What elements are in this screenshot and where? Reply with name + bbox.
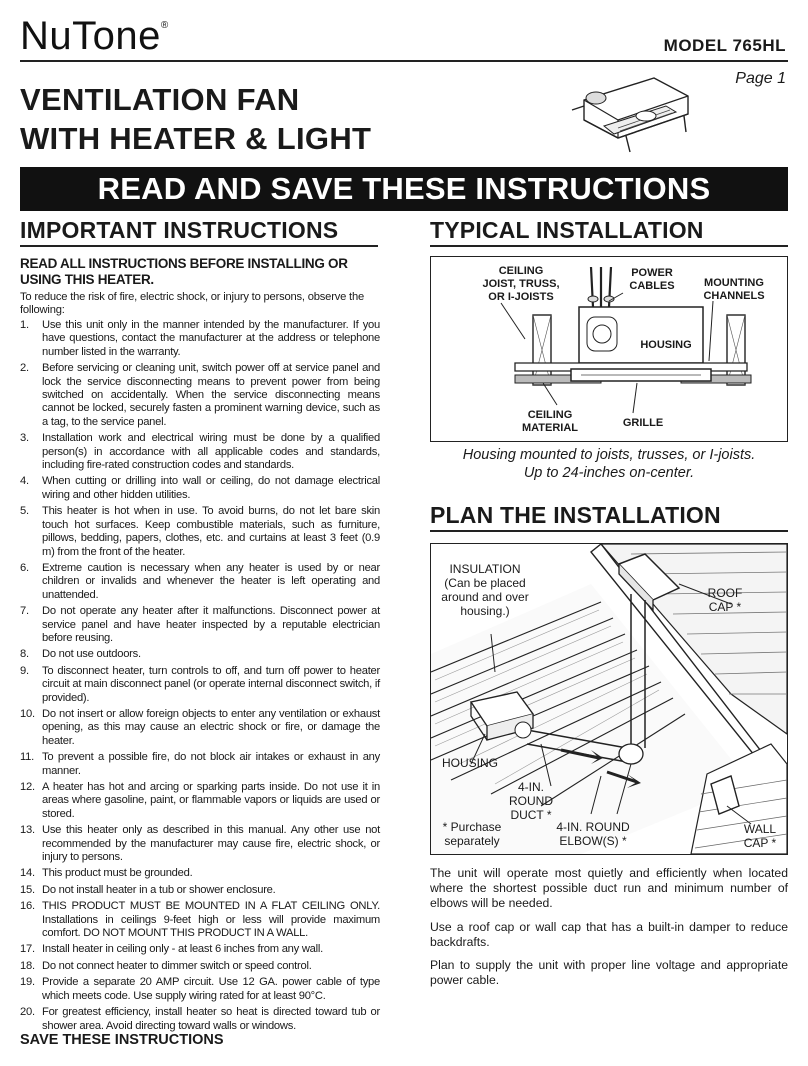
instruction-text: Install heater in ceiling only - at least 6 inches from any wall. [42, 943, 323, 956]
instruction-text: This heater is hot when in use. To avoid burns, do not let bare skin touch hot surfaces. Keep combustible materials, such as furniture, pillows, bedding, papers, clothes, etc. and curtains at least 3 feet (0.9 m) from the front of the heater. [42, 505, 380, 558]
instruction-item [20, 751, 380, 778]
instruction-text: Installation work and electrical wiring must be done by a qualified person(s) in accordance with all applicable codes and standards, including fire-rated construction codes and standards. [42, 432, 380, 472]
plan-paragraph-1: The unit will operate most quietly and efficiently when located where the shortest possible duct run and minimum number of elbows will be needed. [430, 866, 788, 910]
instruction-text: Do not insert or allow foreign objects to enter any ventilation or exhaust opening, as this may cause an electric shock or fire, or damage the heater. [42, 707, 380, 747]
label-elbow: 4-IN. ROUND ELBOW(S) * [556, 820, 630, 848]
label-grille: GRILLE [622, 417, 664, 429]
instruction-item [20, 605, 380, 645]
instruction-text: This product must be grounded. [42, 867, 193, 880]
instruction-number: 12. [20, 781, 35, 793]
instruction-text: Use this heater only as described in this manual. Any other use not recommended by the manufacturer may cause fire, electric shock, or injury to persons. [42, 824, 380, 864]
label-ceiling-material: CEILING MATERIAL [521, 409, 578, 434]
instruction-item [20, 648, 380, 661]
instruction-number: 11. [20, 751, 34, 764]
instruction-item [20, 708, 380, 748]
instruction-number: 17. [20, 943, 35, 956]
instruction-text: Provide a separate 20 AMP circuit. Use 12 GA. power cable of type which meets code. Use supply wiring rated for at least 90°C. [42, 976, 380, 1002]
instruction-number: 5. [20, 505, 29, 518]
instruction-number: 1. [20, 319, 29, 331]
instruction-item [20, 562, 380, 602]
instruction-text: Do not operate any heater after it malfunctions. Disconnect power at service panel and have heater inspected by a reputable electrician before reusing. [42, 605, 380, 644]
plan-paragraph-2: Use a roof cap or wall cap that has a built-in damper to reduce backdrafts. [430, 920, 788, 949]
instruction-text: THIS PRODUCT MUST BE MOUNTED IN A FLAT CEILING ONLY. Installations in ceilings 9-feet high or less will provide maximum comfort. DO NOT MOUNT THIS PRODUCT IN A WALL. [42, 900, 380, 940]
instruction-item [20, 824, 380, 864]
label-housing: HOUSING [640, 339, 692, 351]
read-all-notice: READ ALL INSTRUCTIONS BEFORE INSTALLING OR USING THIS HEATER. [20, 256, 348, 287]
instruction-item [20, 362, 380, 429]
label-roof-cap: ROOF CAP * [707, 586, 743, 614]
document-title: VENTILATION FAN WITH HEATER & LIGHT [20, 82, 372, 156]
instruction-item [20, 867, 380, 880]
plan-paragraph-3: Plan to supply the unit with proper line voltage and appropriate power cable. [430, 958, 788, 987]
instruction-item [20, 960, 380, 973]
typical-installation-heading: TYPICAL INSTALLATION [430, 217, 788, 247]
typical-installation-diagram [430, 256, 788, 442]
important-instructions-heading: IMPORTANT INSTRUCTIONS [20, 217, 378, 247]
label-joist: CEILING JOIST, TRUSS, OR I-JOISTS [482, 265, 560, 303]
instruction-number: 20. [20, 1006, 35, 1019]
model-number: MODEL 765HL [663, 36, 786, 55]
instruction-text: Do not connect heater to dimmer switch or speed control. [42, 959, 312, 972]
instruction-number: 8. [20, 648, 29, 661]
instruction-number: 15. [20, 883, 35, 896]
instruction-number: 19. [20, 976, 35, 989]
instruction-item [20, 475, 380, 502]
instruction-number: 18. [20, 959, 35, 972]
label-insulation: INSULATION (Can be placed around and over housing.) [441, 562, 529, 618]
label-purchase-separately: * Purchase separately [442, 820, 502, 848]
instruction-list [20, 319, 380, 1036]
instruction-text: Do not install heater in a tub or shower enclosure. [42, 883, 276, 896]
instruction-text: Before servicing or cleaning unit, switch power off at service panel and lock the service disconnecting means to prevent power from being switched on accidentally. When the service disconnecting means cannot be locked, securely fasten a prominent warning device, such as a tag, to the service panel. [42, 362, 380, 428]
plan-installation-diagram [430, 543, 788, 855]
instruction-item [20, 976, 380, 1003]
instruction-text: A heater has hot and arcing or sparking parts inside. Do not use it in areas where gasoline, paint, or flammable vapors or liquids are used or stored. [42, 781, 380, 820]
instruction-text: When cutting or drilling into wall or ceiling, do not damage electrical wiring and other hidden utilities. [42, 475, 380, 501]
intro-text: To reduce the risk of fire, electric shock, or injury to persons, observe the following: [20, 291, 365, 317]
instruction-item [20, 319, 380, 359]
plan-installation-heading: PLAN THE INSTALLATION [430, 502, 788, 532]
page-number: Page 1 [735, 70, 786, 87]
instruction-text: Extreme caution is necessary when any heater is used by or near children or invalids and whenever the heater is left operating and unattended. [42, 561, 380, 601]
save-instructions-footer: SAVE THESE INSTRUCTIONS [20, 1032, 224, 1048]
instruction-item [20, 665, 380, 705]
instruction-item [20, 900, 380, 940]
label-wall-cap: WALL CAP * [743, 822, 777, 850]
instruction-text: To disconnect heater, turn controls to off, and turn off power to heater circuit at main disconnect panel (or operate internal disconnect switch, if provided). [42, 664, 380, 704]
instruction-number: 16. [20, 900, 35, 913]
instruction-number: 10. [20, 707, 35, 720]
brand-logo: NuTone® [20, 14, 169, 58]
label-power-cables: POWER CABLES [629, 267, 675, 292]
fan-product-illustration [566, 70, 696, 158]
read-save-banner: READ AND SAVE THESE INSTRUCTIONS [20, 167, 788, 211]
instruction-number: 3. [20, 432, 29, 445]
instruction-item [20, 884, 380, 897]
instruction-number: 9. [20, 664, 29, 677]
instruction-item [20, 505, 380, 559]
header-rule [20, 60, 788, 62]
label-housing: HOUSING [441, 756, 498, 770]
instruction-item [20, 943, 380, 956]
instruction-text: For greatest efficiency, install heater so heat is directed toward tub or shower area. Avoid directing toward walls or windows. [42, 1006, 380, 1032]
instruction-number: 6. [20, 561, 29, 574]
instruction-number: 2. [20, 362, 29, 375]
label-mounting-channels: MOUNTING CHANNELS [703, 277, 765, 302]
label-duct: 4-IN. ROUND DUCT * [509, 780, 553, 822]
instruction-number: 13. [20, 824, 35, 837]
instruction-item [20, 432, 380, 472]
instruction-number: 14. [20, 867, 35, 880]
instruction-text: To prevent a possible fire, do not block air intakes or exhaust in any manner. [42, 751, 380, 777]
instruction-item [20, 781, 380, 821]
instruction-text: Do not use outdoors. [42, 648, 141, 661]
instruction-number: 7. [20, 605, 29, 618]
instruction-number: 4. [20, 475, 29, 488]
typical-caption: Housing mounted to joists, trusses, or I-joists. Up to 24-inches on-center. [462, 447, 756, 481]
instruction-item [20, 1006, 380, 1033]
instruction-text: Use this unit only in the manner intended by the manufacturer. If you have questions, contact the manufacturer at the address or telephone number listed in the warranty. [42, 319, 380, 358]
